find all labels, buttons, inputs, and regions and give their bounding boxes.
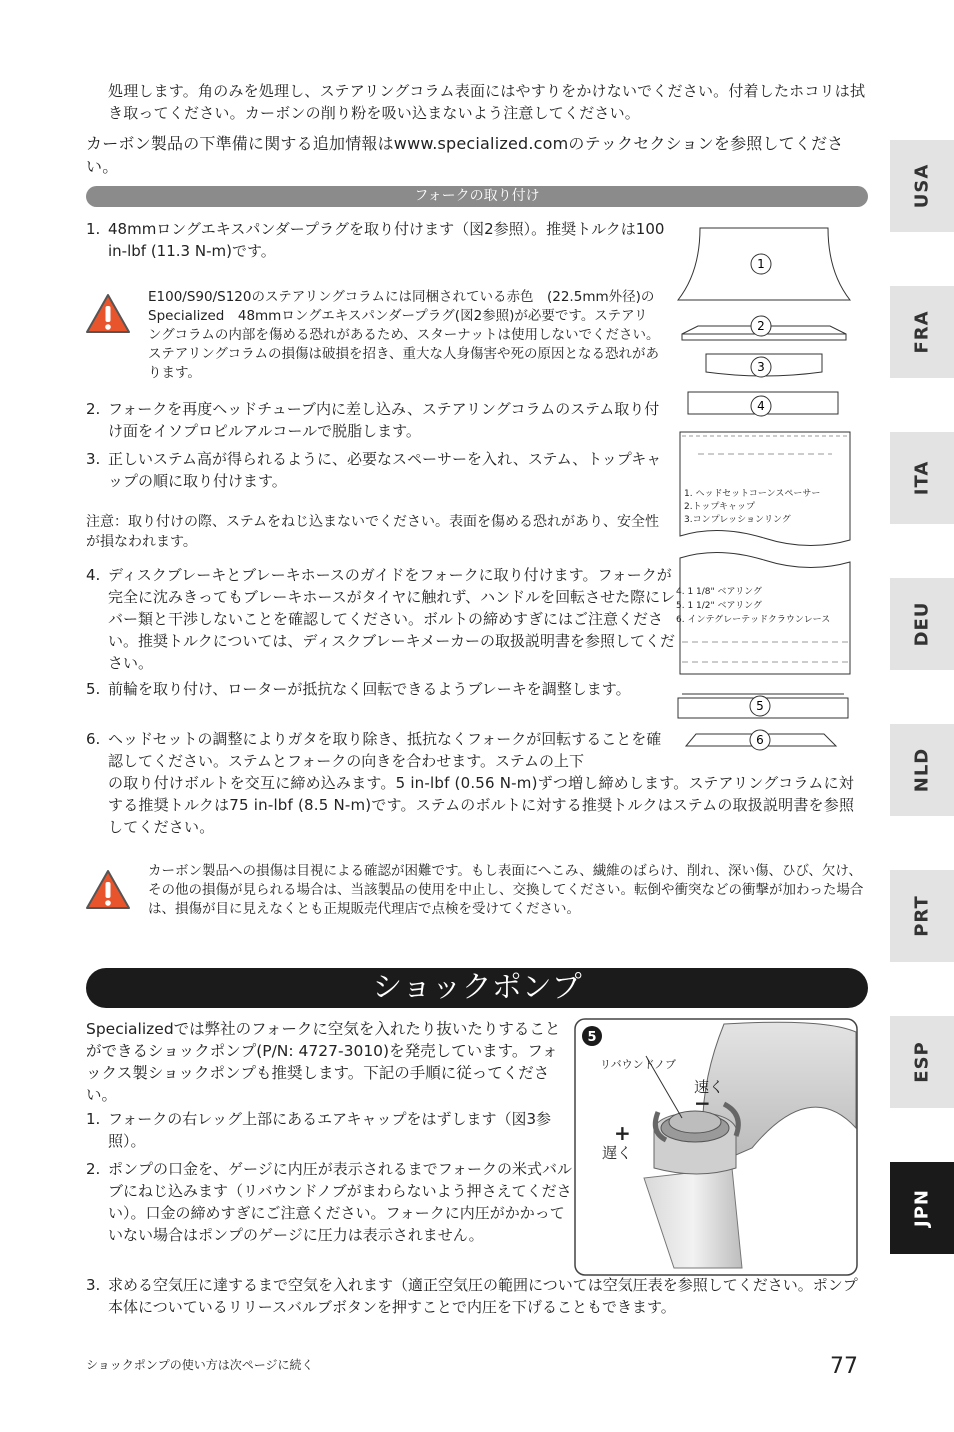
part-number-1: 1: [757, 257, 765, 271]
tab-jpn[interactable]: [890, 1162, 954, 1254]
step-text: フォークを再度ヘッドチューブ内に差し込み、ステアリングコラムのステム取り付け面をイソプロピルアルコールで脱脂します。: [108, 400, 660, 440]
pump-step-1: [86, 1108, 572, 1152]
tab-nld[interactable]: [890, 724, 954, 816]
part-number-3: 3: [757, 360, 765, 374]
rebound-knob-figure: [574, 1018, 858, 1276]
fork-step-4: [86, 564, 680, 674]
warning-icon: [84, 868, 132, 912]
legend-item: 4. 1 1/8" ベアリング: [676, 587, 762, 597]
tab-label: USA: [911, 163, 933, 209]
step-number: 6.: [86, 730, 101, 748]
legend-item: 1. ヘッドセットコーンスペーサー: [684, 489, 821, 499]
step-number: 2.: [86, 400, 101, 418]
part-number-2: 2: [757, 319, 765, 333]
legend-item: 3.コンプレッションリング: [684, 515, 791, 525]
tab-label: DEU: [911, 601, 933, 647]
section-header-shock-pump: ショックポンプ: [86, 968, 868, 1008]
tab-label: NLD: [911, 747, 933, 793]
step-number: 3.: [86, 1276, 101, 1294]
step-number: 4.: [86, 566, 101, 584]
fast-label: 速く: [694, 1078, 725, 1096]
step-text: 48mmロングエキスパンダープラグを取り付けます（図2参照）。推奨トルクは100 in-lbf (11.3 N-m)です。: [108, 220, 665, 260]
tab-label: ESP: [911, 1041, 933, 1083]
tab-ita[interactable]: [890, 432, 954, 524]
step-number: 5.: [86, 680, 101, 698]
tab-label: ITA: [911, 460, 933, 496]
fork-step-6-continued: の取り付けボルトを交互に締め込みます。5 in-lbf (0.56 N-m)ずつ増し締めします。ステアリングコラムに対する推奨トルクは75 in-lbf (8.5 N-m)です。ステムのボルトに対する推奨トルクはステムの取扱説明書を参照してください。: [108, 774, 855, 836]
install-note: 注意：取り付けの際、ステムをねじ込まないでください。表面を傷める恐れがあり、安全性が損なわれます。: [86, 514, 660, 550]
pump-step-2: [86, 1158, 572, 1246]
warning-text-1: E100/S90/S120のステアリングコラムには同梱されている赤色 (22.5mm外径)のSpecialized 48mmロングエキスパンダープラグ(図2参照)が必要です。ステアリングコラムの内部を傷める恐れがあるため、スターナットは使用しないでください。ステアリングコラムの損傷は破損を招き、重大な人身傷害や死の原因となる恐れがあります。: [148, 289, 660, 381]
step-text: ポンプの口金を、ゲージに内圧が表示されるまでフォークの米式バルブにねじ込みます（リバウンドノブがまわらないよう押さえてください）。口金の締めすぎにご注意ください。フォークに内圧がかかっていない場合はポンプのゲージに圧力は表示されません。: [108, 1160, 572, 1244]
headset-exploded-diagram: [668, 222, 862, 762]
fork-step-1: [86, 218, 686, 262]
shock-pump-intro: Specializedでは弊社のフォークに空気を入れたり抜いたりすることができるショックポンプ(P/N: 4727-3010)を発売しています。フォックス製ショックポンプも推奨します。下記の手順に従ってください。: [86, 1020, 561, 1104]
legend-item: 2.トップキャップ: [684, 502, 755, 512]
tab-prt[interactable]: [890, 870, 954, 962]
fork-step-3: [86, 448, 674, 492]
pump-step-3: [86, 1274, 868, 1318]
step-number: 1.: [86, 1110, 101, 1128]
step-text: 求める空気圧に達するまで空気を入れます（適正空気圧の範囲については空気圧表を参照してください。ポンプ本体についているリリースバルブボタンを押すことで内圧を下げることもできます。: [108, 1276, 858, 1316]
tab-esp[interactable]: [890, 1016, 954, 1108]
fork-step-5: [86, 678, 670, 700]
part-number-6: 6: [756, 733, 764, 747]
warning-text-2: カーボン製品への損傷は目視による確認が困難です。もし表面にへこみ、繊維のばらけ、削れ、深い傷、ひび、欠け、その他の損傷が見られる場合は、当該製品の使用を中止し、交換してください。転倒や衝突などの衝撃が加わった場合は、損傷が目に見えなくとも正規販売代理店で点検を受けてください。: [148, 863, 864, 917]
tab-label: PRT: [911, 895, 933, 937]
step-text: フォークの右レッグ上部にあるエアキャップをはずします（図3参照）。: [108, 1110, 552, 1150]
part-number-5: 5: [756, 699, 764, 713]
legend-item: 5. 1 1/2" ベアリング: [676, 601, 762, 611]
fork-step-2: [86, 398, 674, 442]
page-number: 77: [830, 1354, 858, 1379]
legend-item: 6. インテグレーテッドクラウンレース: [676, 615, 831, 625]
intro-paragraph-2: カーボン製品の下準備に関する追加情報はwww.specialized.comのテックセクションを参照してください。: [86, 134, 844, 176]
figure-number: 5: [587, 1030, 597, 1045]
section-header-fork-install: フォークの取り付け: [86, 186, 868, 207]
minus-icon: −: [694, 1091, 711, 1115]
step-text: 前輪を取り付け、ローターが抵抗なく回転できるようブレーキを調整します。: [108, 680, 631, 698]
step-text: ディスクブレーキとブレーキホースのガイドをフォークに取り付けます。フォークが完全に沈みきってもブレーキホースがタイヤに触れず、ハンドルを回転させた際にレバー類と干渉しないことを確認してください。ボルトの締めすぎにはご注意ください。推奨トルクについては、ディスクブレーキメーカーの取扱説明書を参照してください。: [108, 566, 676, 672]
tab-label: JPN: [911, 1189, 933, 1227]
intro-paragraph-1: 処理します。角のみを処理し、ステアリングコラム表面にはやすりをかけないでください。付着したホコリは拭き取ってください。カーボンの削り粉を吸い込まないよう注意してください。: [108, 82, 866, 122]
plus-icon: +: [614, 1121, 631, 1145]
tab-usa[interactable]: [890, 140, 954, 232]
step-text: 正しいステム高が得られるように、必要なスペーサーを入れ、ステム、トップキャップの順に取り付けます。: [108, 450, 662, 490]
tab-deu[interactable]: [890, 578, 954, 670]
rebound-knob-label: リバウンドノブ: [600, 1058, 677, 1071]
part-number-4: 4: [757, 399, 765, 413]
warning-icon: [84, 292, 132, 336]
step-number: 3.: [86, 450, 101, 468]
step-text: ヘッドセットの調整によりガタを取り除き、抵抗なくフォークが回転することを確認してください。ステムとフォークの向きを合わせます。ステムの上下: [108, 730, 662, 770]
step-number: 2.: [86, 1160, 101, 1178]
continued-note: ショックポンプの使い方は次ページに続く: [86, 1358, 314, 1372]
tab-fra[interactable]: [890, 286, 954, 378]
fork-step-6: [86, 728, 664, 772]
slow-label: 遅く: [602, 1144, 633, 1162]
step-number: 1.: [86, 220, 101, 238]
tab-label: FRA: [911, 310, 933, 354]
